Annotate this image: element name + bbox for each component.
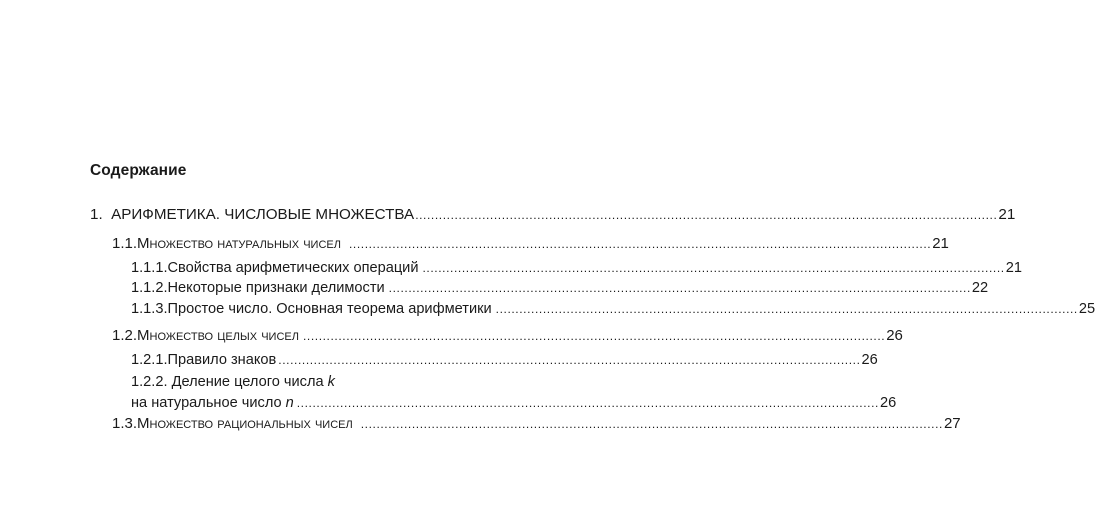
toc-entry-label-continued: на натуральное число [131, 395, 282, 411]
toc-entry-1-1[interactable] [112, 234, 949, 254]
leader-dots: .................................................................................................................................................... [302, 329, 886, 343]
toc-entry-page: 22 [971, 280, 989, 296]
toc-entry-number: 1.2.2. [131, 374, 172, 390]
leader-dots: .................................................................................................................................................... [360, 417, 943, 431]
leader-dots: .................................................................................................................................................... [422, 261, 1005, 275]
toc-entry-1-3[interactable] [112, 414, 961, 434]
toc-entry-number: 1.1.3. [131, 301, 168, 317]
toc-entry-number: 1.3. [112, 415, 138, 432]
leader-dots: .................................................................................................................................................... [495, 302, 1078, 316]
variable-n: n [285, 395, 294, 411]
toc-entry-page: 26 [886, 327, 903, 344]
toc-entry-page: 27 [943, 415, 961, 432]
leader-dots: .................................................................................................................................................... [388, 281, 971, 295]
toc-entry-page: 25 [1078, 301, 1095, 317]
toc-entry-page: 26 [879, 395, 897, 411]
toc-entry-1-1-1[interactable] [131, 258, 1022, 278]
toc-entry-1-2-2-line2[interactable] [131, 393, 897, 413]
leader-dots: .................................................................................................................................................... [278, 353, 861, 367]
toc-entry-page: 26 [861, 352, 878, 368]
toc-entry-label: Деление целого числа [171, 374, 324, 390]
toc-entry-label: Множество целых чисел [137, 327, 299, 344]
toc-entry-label: Правило знаков [167, 352, 277, 368]
toc-entry-label: Простое число. Основная теорема арифметики [167, 301, 492, 317]
toc-entry-number: 1.2. [112, 327, 138, 344]
variable-k: k [327, 374, 335, 390]
leader-dots: .................................................................................................................................................... [415, 208, 998, 222]
toc-entry-label: АРИФМЕТИКА. ЧИСЛОВЫЕ МНОЖЕСТВА [111, 206, 415, 223]
toc-entry-label: Множество рациональных чисел [137, 415, 353, 432]
toc-entry-1-2-2-line1[interactable] [131, 372, 335, 392]
toc-entry-1-1-2[interactable] [131, 278, 989, 298]
toc-entry-page: 21 [932, 235, 949, 252]
toc-entry-1-1-3[interactable] [131, 299, 1095, 319]
toc-entry-number: 1.1. [112, 235, 138, 252]
toc-heading: Содержание [90, 162, 187, 179]
toc-entry-label: Множество натуральных чисел [137, 235, 341, 252]
leader-dots: .................................................................................................................................................... [296, 396, 879, 410]
leader-dots: .................................................................................................................................................... [348, 237, 932, 251]
toc-entry-label: Некоторые признаки делимости [167, 280, 385, 296]
toc-entry-number: 1.1.2. [131, 280, 168, 296]
toc-entry-label: Свойства арифметических операций [167, 260, 419, 276]
toc-entry-1-2[interactable] [112, 326, 903, 346]
toc-entry-page: 21 [998, 206, 1016, 223]
toc-entry-number: 1.1.1. [131, 260, 168, 276]
toc-entry-1[interactable] [90, 205, 1016, 225]
toc-entry-number: 1. [90, 206, 112, 223]
toc-entry-1-2-1[interactable] [131, 350, 878, 370]
toc-entry-page: 21 [1005, 260, 1022, 276]
toc-entry-number: 1.2.1. [131, 352, 168, 368]
